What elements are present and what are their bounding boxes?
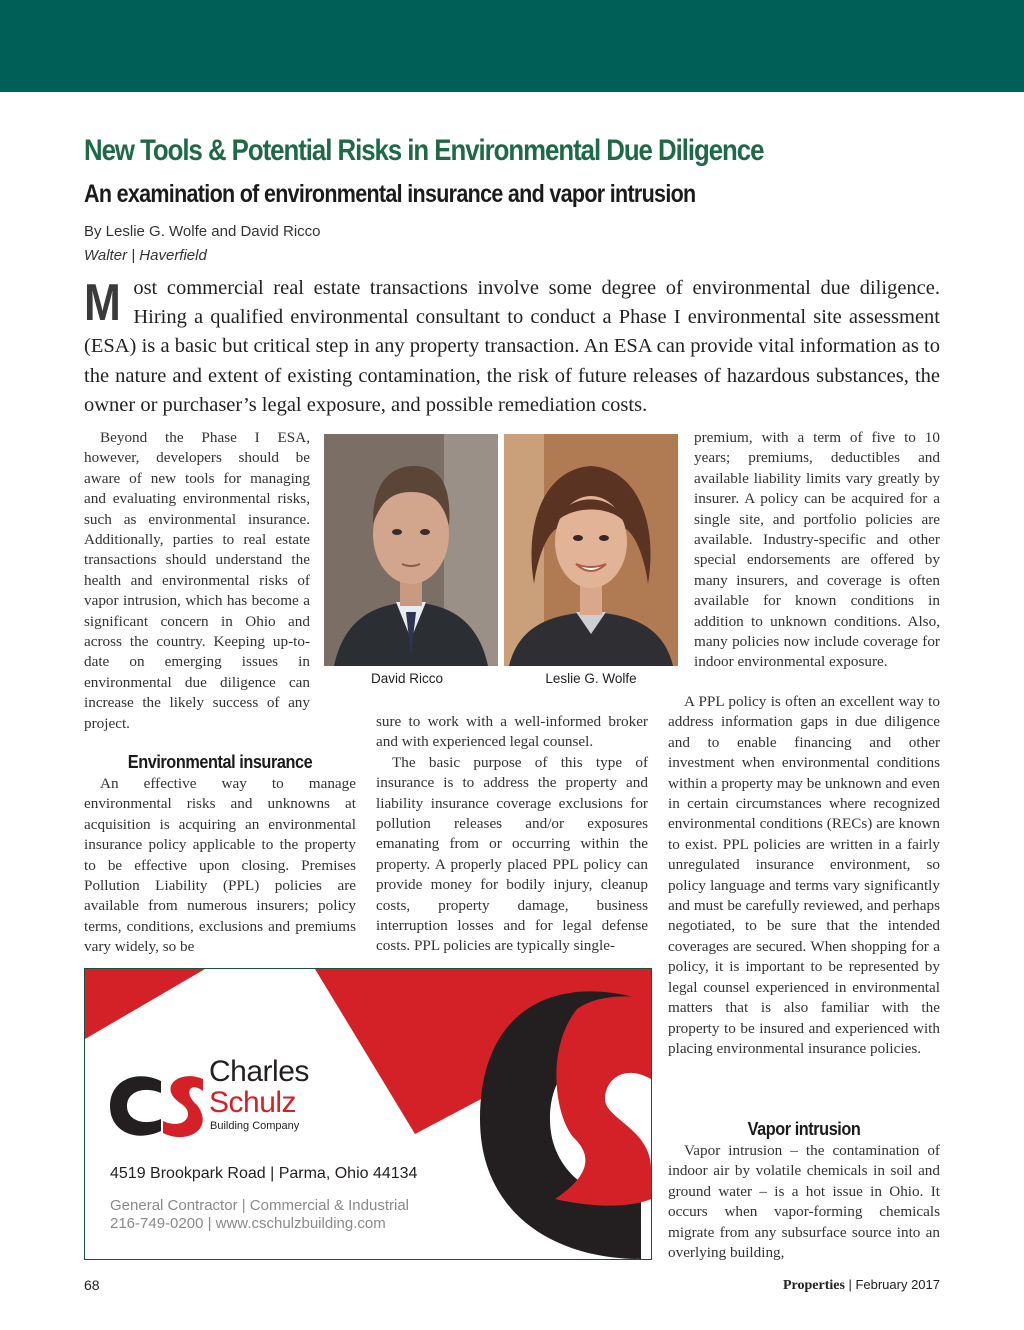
- article-subtitle: An examination of environmental insurance and vapor intrusion: [84, 180, 696, 208]
- photo-david-ricco: [324, 434, 498, 666]
- column-3-bottom: [668, 1141, 940, 1263]
- intro-paragraph: Beyond the Phase I ESA, however, developers should be aware of new tools for managing and evaluating environmental risks, such as environmental insurance. Additionally, parties to real estate transactions should understand the health and environmental risks of vapor intrusion, which has become a significant concern in Ohio and across the country. Keeping up-to-date on emerging issues in environmental due diligence can increase the likely success of any project.: [84, 429, 310, 732]
- ad-brand-schulz: Schulz: [209, 1086, 297, 1119]
- column-2: [376, 712, 648, 957]
- column-3-top: [694, 428, 940, 673]
- header-band: [0, 0, 1024, 92]
- caption-leslie-wolfe: Leslie G. Wolfe: [545, 671, 637, 686]
- subhead-environmental-insurance: Environmental insurance: [127, 751, 313, 772]
- issue-date: | February 2017: [848, 1277, 940, 1292]
- insurance-paragraph-3: A PPL policy is often an excellent way to address information gaps in due diligence and to enable financing and other investment when environmental conditions within a property may be unknown and even in certain circumstances where recognized environmental conditions (RECs) are known to exist. PPL policies are written in a fairly unregulated insurance environment, so policy language and terms vary significantly and must be carefully reviewed, and perhaps negotiated, to be sure that the intended coverages are secured. When shopping for a policy, it is important to be represented by legal counsel experienced in environmental matters that is also familiar with the property to be insured and experienced with placing environmental insurance policies.: [668, 693, 940, 1057]
- insurance-paragraph-2-cont: premium, with a term of five to 10 years; premiums, deductibles and available liability limits vary greatly by insurer. A policy can be acquired for a single site, and portfolio policies are available. Industry-specific and other special endorsements are offered by many insurers, and coverage is often available for known conditions in addition to unknown conditions. Also, many policies now include coverage for indoor environmental exposure.: [694, 429, 940, 671]
- publication-name: Properties: [783, 1278, 845, 1293]
- ad-brand-charles: Charles: [209, 1055, 309, 1088]
- column-1-bottom: [84, 774, 356, 958]
- lead-text: ost commercial real estate transactions involve some degree of environmental due diligence. Hiring a qualified environmental consultant to conduct a Phase I environmental site assessment (ESA) is a basic but critical step in any property transaction. An ESA can provide vital information as to the nature and extent of existing contamination, the risk of future releases of hazardous substances, the owner or purchaser’s legal exposure, and possible remediation costs.: [84, 277, 940, 416]
- column-3-middle: [668, 692, 940, 1059]
- drop-cap: M: [84, 274, 121, 332]
- byline: By Leslie G. Wolfe and David Ricco: [84, 223, 321, 240]
- ad-services: General Contractor | Commercial & Industrial: [110, 1197, 410, 1214]
- insurance-paragraph-1-cont: sure to work with a well-informed broker and with experienced legal counsel.: [376, 713, 648, 751]
- ad-address: 4519 Brookpark Road | Parma, Ohio 44134: [110, 1165, 418, 1182]
- lead-paragraph: [84, 274, 940, 420]
- advertisement-charles-schulz[interactable]: [84, 968, 652, 1260]
- ad-contact: 216-749-0200 | www.cschulzbuilding.com: [110, 1215, 386, 1232]
- vapor-paragraph-1: Vapor intrusion – the contamination of indoor air by volatile chemicals in soil and ground water – is a hot issue in Ohio. It occurs when vapor-forming chemicals migrate from any subsurface source into an overlying building,: [668, 1142, 940, 1262]
- photo-leslie-wolfe: [504, 434, 678, 666]
- firm-name: Walter | Haverfield: [84, 247, 207, 264]
- insurance-paragraph-1: An effective way to manage environmental risks and unknowns at acquisition is acquiring an environmental insurance policy applicable to the property to be effective upon closing. Premises Pollution Liability (PPL) policies are available from numerous insurers; policy terms, conditions, exclusions and premiums vary widely, so be: [84, 775, 356, 956]
- footer-publication: [783, 1277, 940, 1294]
- caption-david-ricco: David Ricco: [370, 671, 444, 686]
- column-1-top: [84, 428, 310, 734]
- insurance-paragraph-2: The basic purpose of this type of insurance is to address the property and liability insurance coverage exclusions for pollution releases and/or exposures emanating from or occurring within the property. A properly placed PPL policy can provide money for bodily injury, cleanup costs, property damage, business interruption losses and for legal defense costs. PPL policies are typically single-: [376, 753, 648, 955]
- subhead-vapor-intrusion: Vapor intrusion: [747, 1118, 861, 1139]
- ad-company-type: Building Company: [210, 1120, 300, 1132]
- article-title: New Tools & Potential Risks in Environmental Due Diligence: [84, 134, 764, 167]
- page-number: 68: [84, 1277, 100, 1293]
